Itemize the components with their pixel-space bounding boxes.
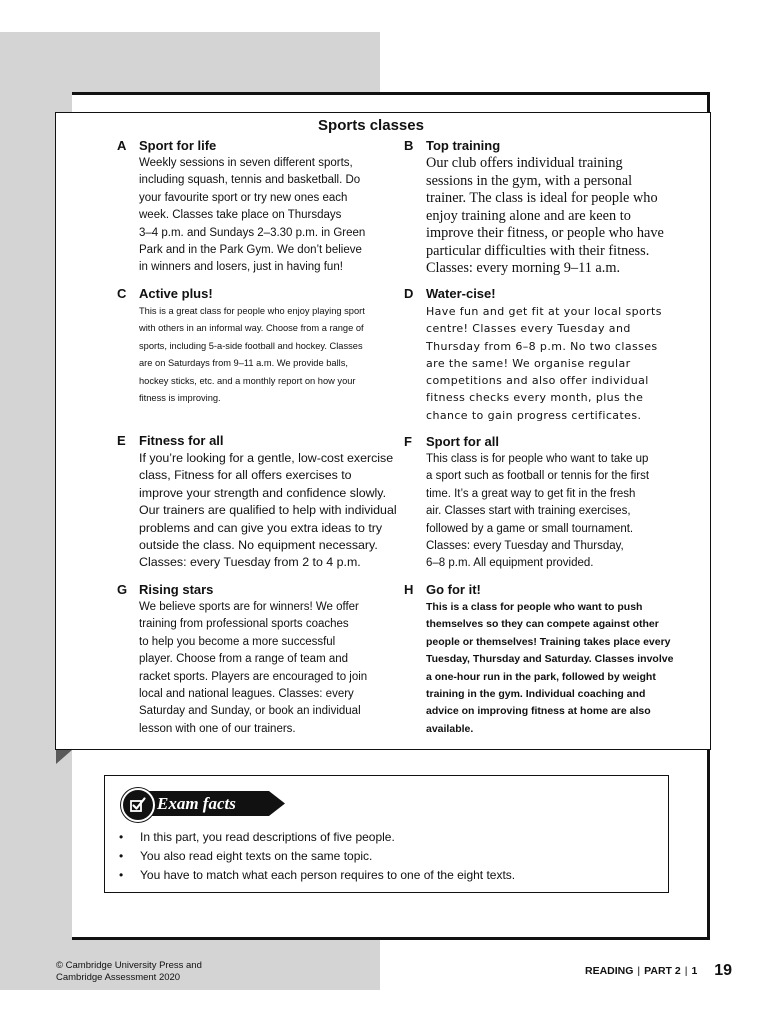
entry-line: in winners and losers, just in having fun! <box>139 261 343 274</box>
entry-f <box>404 433 649 573</box>
entry-line: Classes: every morning 9–11 a.m. <box>426 260 621 276</box>
bullet-icon: • <box>119 868 124 882</box>
entry-line: with others in an informal way. Choose from a range of <box>139 323 364 334</box>
entry-line: fitness is improving. <box>139 393 221 404</box>
entry-heading: Active plus! <box>139 286 213 301</box>
entry-letter: H <box>404 582 414 597</box>
entry-line: a one-hour run in the park, followed by weight <box>426 670 656 683</box>
entry-d <box>404 285 662 424</box>
entry-line: Weekly sessions in seven different sports, <box>139 157 353 169</box>
entry-line: This is a class for people who want to push <box>426 601 643 613</box>
list-item: • You also read eight texts on the same topic. <box>119 847 515 866</box>
entry-line: problems and can give you extra ideas to try <box>139 520 383 535</box>
sports-classes-box <box>55 112 711 750</box>
entry-line: We believe sports are for winners! We offer <box>139 601 359 613</box>
entry-c <box>117 285 365 407</box>
entry-line: Classes: every Tuesday from 2 to 4 p.m. <box>139 555 361 570</box>
entry-line: outside the class. No equipment necessary. <box>139 538 378 553</box>
entry-heading: Sport for all <box>426 434 499 449</box>
page-number: 19 <box>714 962 732 979</box>
entry-line: week. Classes take place on Thursdays <box>139 209 342 222</box>
entry-line: available. <box>426 722 474 735</box>
entry-line: improve your strength and confidence slowly. <box>139 485 387 500</box>
entry-line: are on Saturdays from 9–11 a.m. We provide balls, <box>139 358 348 369</box>
exam-facts-box <box>104 775 669 893</box>
entry-line: centre! Classes every Tuesday and <box>426 322 631 336</box>
entry-letter: C <box>117 286 127 301</box>
entry-line: competitions and also offer individual <box>426 374 649 388</box>
footer-separator: | <box>637 965 641 977</box>
footer-part: PART 2 <box>644 965 681 977</box>
list-item: • In this part, you read descriptions of five people. <box>119 828 515 847</box>
entry-line: racket sports. Players are encouraged to join <box>139 670 368 683</box>
entry-line: chance to gain progress certificates. <box>426 408 642 422</box>
entry-g <box>117 581 367 738</box>
entry-line: a sport such as football or tennis for the first <box>426 470 650 483</box>
gray-band-top <box>0 32 380 94</box>
entry-line: sessions in the gym, with a personal <box>426 172 633 189</box>
entry-line: hockey sticks, etc. and a monthly report on how your <box>139 375 356 386</box>
entry-letter: A <box>117 138 127 153</box>
entry-line: air. Classes start with training exercises, <box>426 505 631 518</box>
entry-line: Have fun and get fit at your local sports <box>426 305 662 318</box>
entry-line: This is a great class for people who enjoy playing sport <box>139 306 365 316</box>
copyright-line: © Cambridge University Press and <box>56 960 202 971</box>
entry-line: training from professional sports coaches <box>139 618 349 631</box>
entry-line: sports, including 5-a-side football and hockey. Classes <box>139 340 363 351</box>
bullet-icon: • <box>119 830 124 844</box>
entry-line: Thursday from 6–8 p.m. No two classes <box>426 339 658 353</box>
box-shadow-corner <box>56 750 72 764</box>
entry-line: Tuesday, Thursday and Saturday. Classes involve <box>426 653 674 666</box>
entry-b <box>404 137 664 278</box>
entry-line: lesson with one of our trainers. <box>139 722 296 735</box>
entry-line: Classes: every Tuesday and Thursday, <box>426 540 624 553</box>
entry-line: particular difficulties with their fitness. <box>426 242 650 259</box>
entry-line: local and national leagues. Classes: every <box>139 688 354 701</box>
entry-heading: Sport for life <box>139 138 217 153</box>
checkbox-tick-icon <box>121 788 155 822</box>
entry-heading: Top training <box>426 138 501 153</box>
entry-line: people or themselves! Training takes place every <box>426 635 671 648</box>
copyright-line: Cambridge Assessment 2020 <box>56 971 181 983</box>
entry-line: Our trainers are qualified to help with individual <box>139 503 397 518</box>
entry-line: class, Fitness for all offers exercises to <box>139 468 352 483</box>
entry-line: 3–4 p.m. and Sundays 2–3.30 p.m. in Green <box>139 226 366 239</box>
exam-facts-title: Exam facts <box>157 794 236 813</box>
entry-line: including squash, tennis and basketball. Do <box>139 174 361 187</box>
entry-line: player. Choose from a range of team and <box>139 653 349 666</box>
entry-line: advice on improving fitness at home are also <box>426 705 651 718</box>
entry-line: trainer. The class is ideal for people who <box>426 190 658 206</box>
entry-letter: D <box>404 286 414 301</box>
entry-a <box>117 137 365 277</box>
list-item: • You have to match what each person requires to one of the eight texts. <box>119 866 515 885</box>
entry-line: time. It’s a great way to get fit in the fresh <box>426 487 636 500</box>
entry-line: followed by a game or small tournament. <box>426 522 634 535</box>
footer-sub: 1 <box>691 965 698 977</box>
entry-heading: Go for it! <box>426 582 481 597</box>
entry-line: are the same! We organise regular <box>426 356 631 370</box>
entry-line: themselves so they can compete against other <box>426 618 659 631</box>
footer-breadcrumb <box>585 960 732 982</box>
footer-separator: | <box>684 965 688 977</box>
entry-heading: Fitness for all <box>139 433 224 448</box>
entry-line: If you’re looking for a gentle, low-cost exercise <box>139 451 394 465</box>
page-title: Sports classes <box>318 117 424 134</box>
copyright-notice <box>56 960 202 983</box>
entry-heading: Rising stars <box>139 582 214 597</box>
entry-h <box>404 581 673 738</box>
entry-line: your favourite sport or try new ones each <box>139 191 348 204</box>
bullet-icon: • <box>119 849 124 863</box>
footer-section: READING <box>584 965 634 977</box>
entry-letter: G <box>117 582 128 597</box>
entry-line: This class is for people who want to take up <box>426 453 649 465</box>
entry-line: 6–8 p.m. All equipment provided. <box>426 557 594 570</box>
entry-e <box>117 432 397 572</box>
entry-letter: F <box>404 434 412 449</box>
entry-line: enjoy training alone and are keen to <box>426 207 631 224</box>
entry-letter: B <box>404 138 414 153</box>
exam-facts-list <box>119 828 515 885</box>
entry-line: to help you become a more successful <box>139 635 336 648</box>
entry-letter: E <box>117 433 126 448</box>
entry-heading: Water-cise! <box>426 286 496 301</box>
entry-line: Saturday and Sunday, or book an individual <box>139 705 361 718</box>
entry-line: Park and in the Park Gym. We don’t believe <box>139 244 362 257</box>
entry-line: training in the gym. Individual coaching and <box>426 688 646 701</box>
entry-line: improve their fitness, or people who have <box>426 225 664 241</box>
entry-line: fitness checks every month, plus the <box>426 391 644 405</box>
entry-line: Our club offers individual training <box>426 155 623 171</box>
